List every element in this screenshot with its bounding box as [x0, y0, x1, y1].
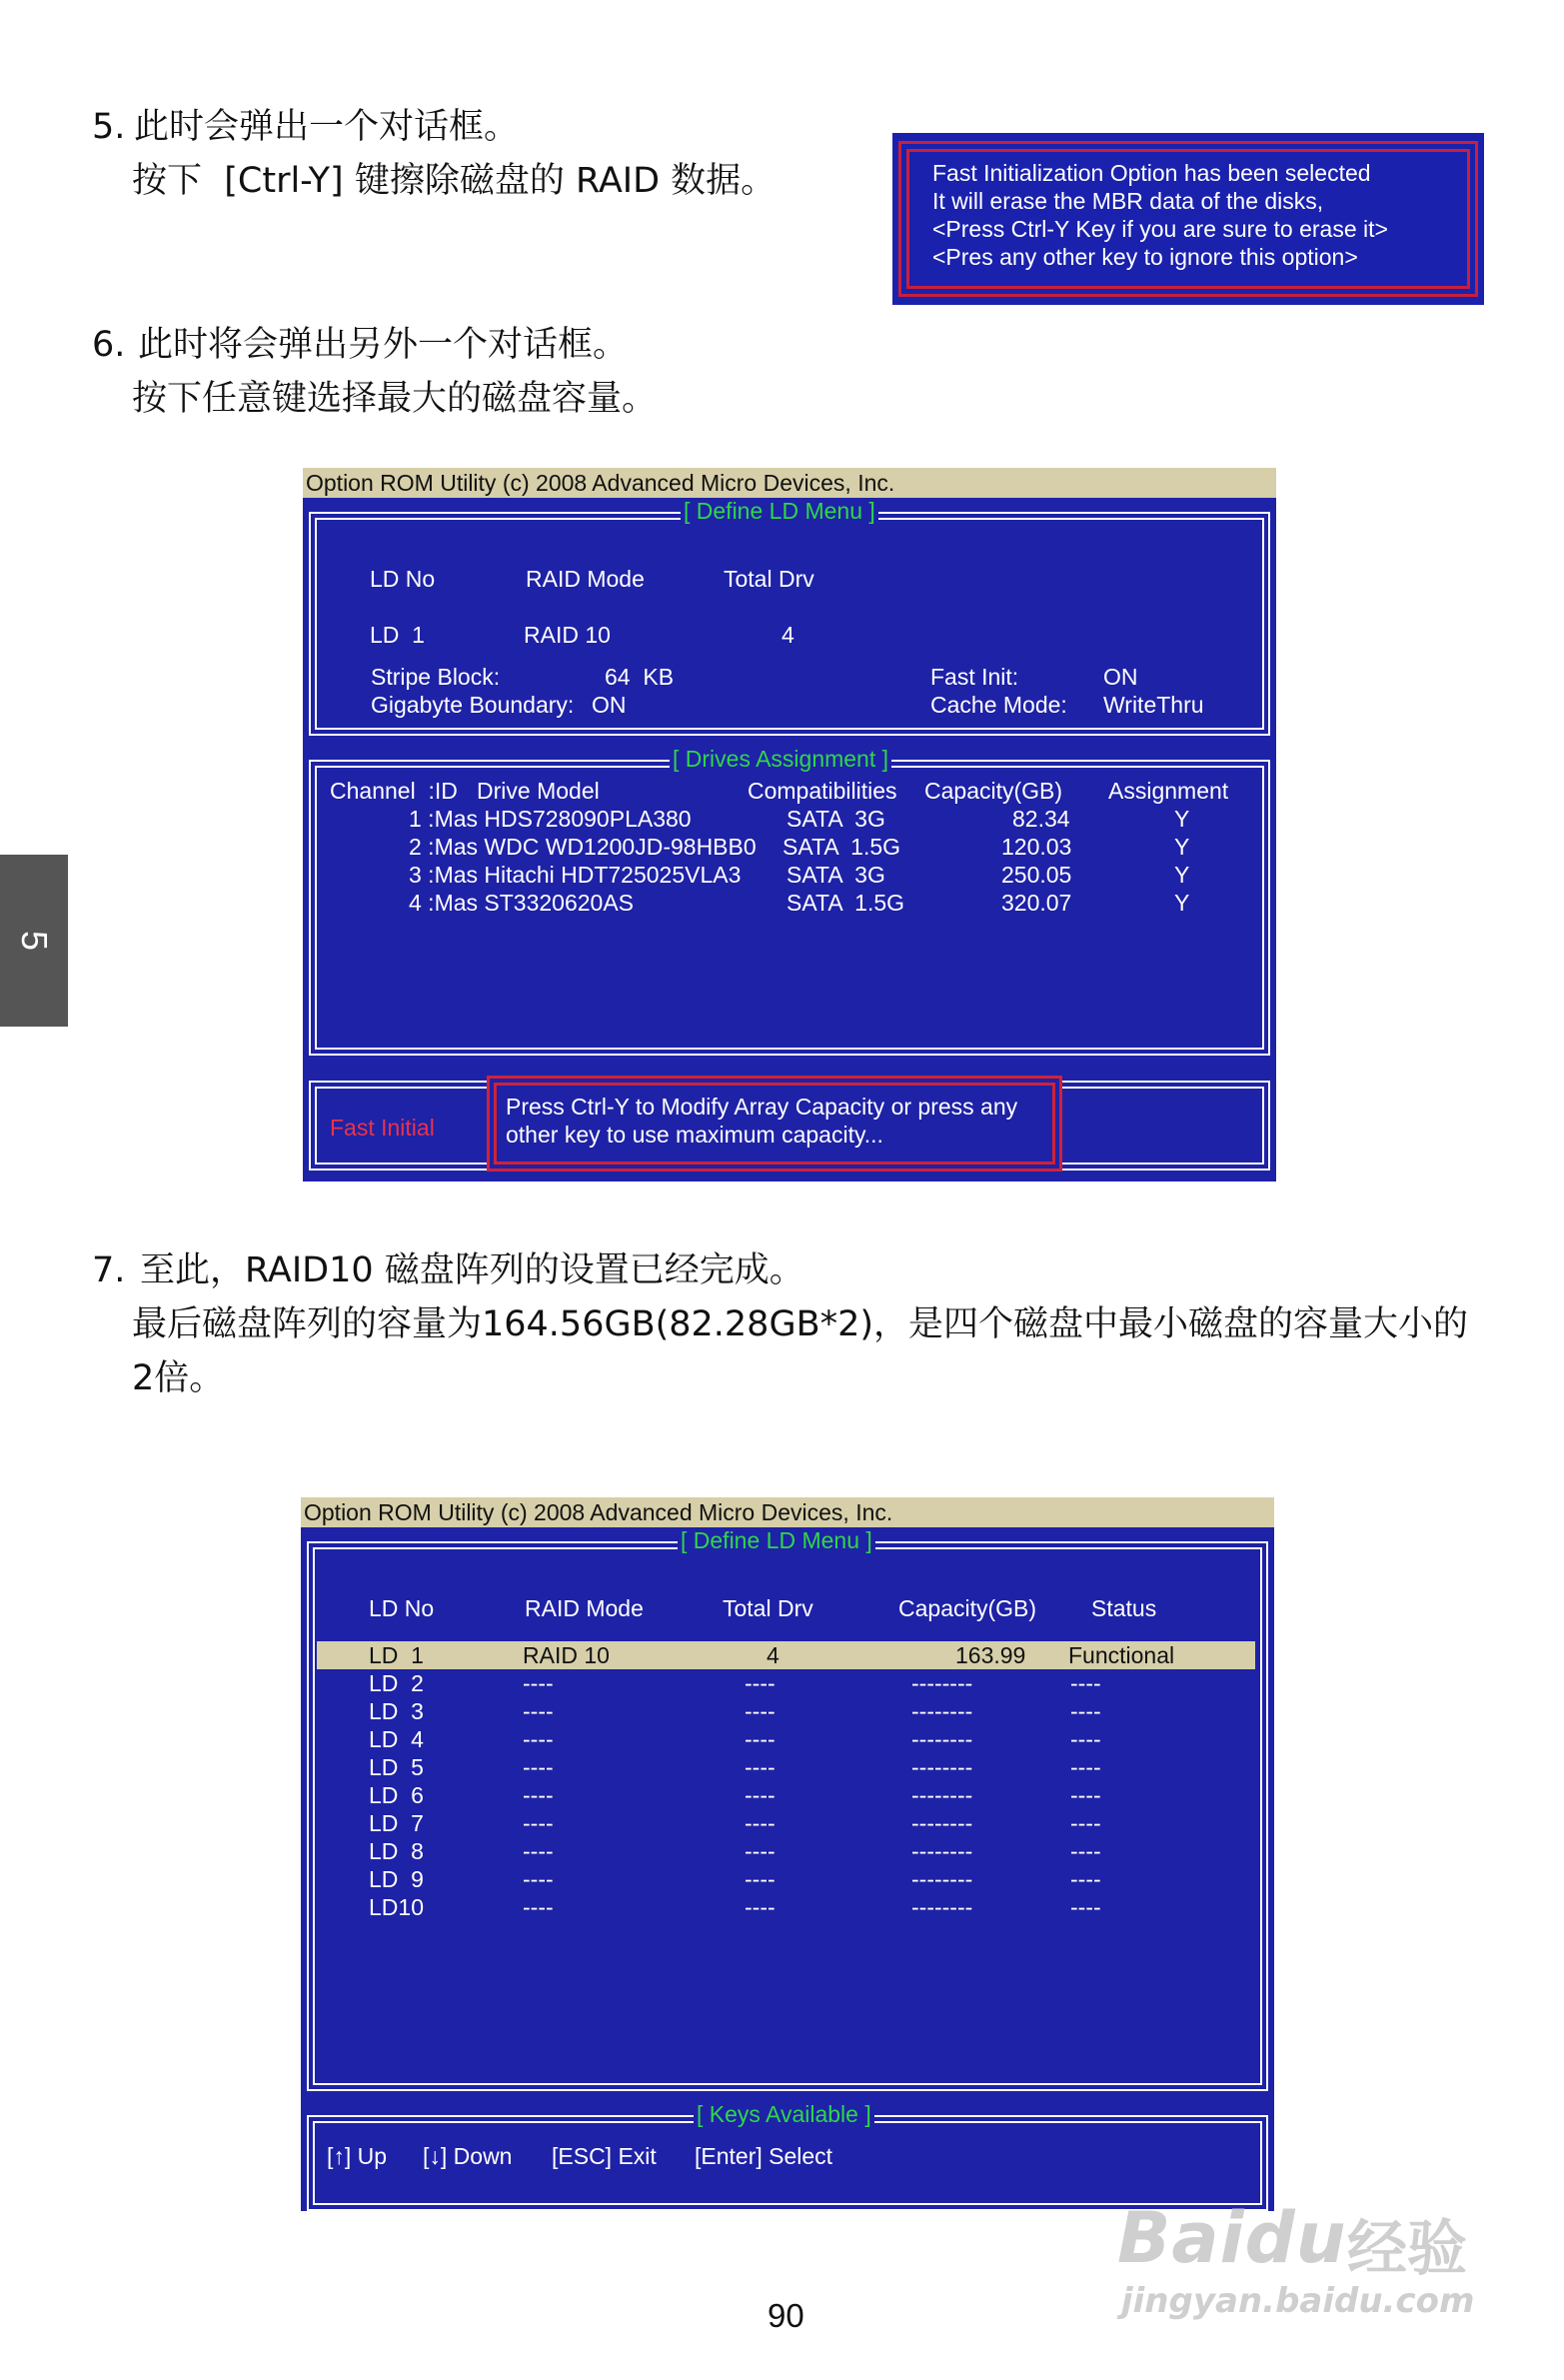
drive-row-2-capacity: 120.03 — [1001, 834, 1072, 860]
drive-row-1-model: 1 :Mas HDS728090PLA380 — [409, 806, 692, 832]
ld-row-9-status: ---- — [1070, 1866, 1101, 1892]
hdr-raid-mode: RAID Mode — [526, 566, 645, 592]
ld-row-2-status: ---- — [1070, 1670, 1101, 1696]
ld-row-6-status: ---- — [1070, 1782, 1101, 1808]
drive-row-3-model: 3 :Mas Hitachi HDT725025VLA3 — [409, 862, 742, 888]
ld-no-value: LD 1 — [370, 622, 425, 648]
ld-row-10-raid-mode: ---- — [523, 1894, 554, 1920]
step6-line2: 按下任意键选择最大的磁盘容量。 — [132, 379, 658, 419]
step6-line1: 此时将会弹出另外一个对话框。 — [138, 325, 629, 365]
ld-row-8-status: ---- — [1070, 1838, 1101, 1864]
ld-row-7-total-drv: ---- — [745, 1810, 776, 1836]
ld-row-1-total-drv: 4 — [767, 1642, 780, 1668]
ld-row-8-ld-no: LD 8 — [369, 1838, 424, 1864]
ld-row-9-raid-mode: ---- — [523, 1866, 554, 1892]
drive-row-2-assign: Y — [1174, 834, 1190, 860]
ld-row-2-raid-mode: ---- — [523, 1670, 554, 1696]
ld-row-8-raid-mode: ---- — [523, 1838, 554, 1864]
ld-row-3-total-drv: ---- — [745, 1698, 776, 1724]
raid-mode-value: RAID 10 — [524, 622, 611, 648]
ld-row-5-ld-no: LD 5 — [369, 1754, 424, 1780]
hdr-status-2: Status — [1091, 1595, 1157, 1621]
gigabyte-boundary-label: Gigabyte Boundary: — [371, 692, 575, 718]
ld-row-2-total-drv: ---- — [745, 1670, 776, 1696]
ld-row-4-raid-mode: ---- — [523, 1726, 554, 1752]
step6-number: 6. — [92, 325, 126, 365]
drv-hdr-capacity: Capacity(GB) — [924, 778, 1063, 804]
step5-line2: 按下 [Ctrl-Y] 键擦除磁盘的 RAID 数据。 — [132, 161, 777, 201]
key-esc-exit: [ESC] Exit — [552, 2143, 657, 2169]
drive-row-3-capacity: 250.05 — [1001, 862, 1072, 888]
ld-row-8-capacity: -------- — [911, 1838, 973, 1864]
ld-row-4-total-drv: ---- — [745, 1726, 776, 1752]
ld-row-1-raid-mode: RAID 10 — [523, 1642, 610, 1668]
ld-row-4-ld-no: LD 4 — [369, 1726, 424, 1752]
drive-row-1-compat: SATA 3G — [786, 806, 885, 832]
ld-row-5-total-drv: ---- — [745, 1754, 776, 1780]
ld-row-3-status: ---- — [1070, 1698, 1101, 1724]
step5-line1: 此时会弹出一个对话框。 — [134, 107, 520, 147]
ld-row-1-capacity: 163.99 — [955, 1642, 1026, 1668]
dialog-line-3: <Press Ctrl-Y Key if you are sure to erase it> — [932, 216, 1388, 242]
hdr-raid-mode-2: RAID Mode — [525, 1595, 644, 1621]
ld-row-5-status: ---- — [1070, 1754, 1101, 1780]
fast-initial-label: Fast Initial — [330, 1115, 435, 1141]
step5-number: 5. — [92, 107, 126, 147]
define-ld-screen-1 — [303, 468, 1276, 1182]
ld-row-4-capacity: -------- — [911, 1726, 973, 1752]
stripe-block-label: Stripe Block: — [371, 664, 501, 690]
ld-row-10-capacity: -------- — [911, 1894, 973, 1920]
ld-row-6-capacity: -------- — [911, 1782, 973, 1808]
ld-row-8-total-drv: ---- — [745, 1838, 776, 1864]
gigabyte-boundary-value: ON — [592, 692, 627, 718]
ld-row-7-capacity: -------- — [911, 1810, 973, 1836]
step7-line1: 至此，RAID10 磁盘阵列的设置已经完成。 — [140, 1250, 804, 1290]
keys-available-label: [ Keys Available ] — [694, 2101, 874, 2127]
dialog-line-1: Fast Initialization Option has been selected — [932, 160, 1371, 186]
hdr-ld-no: LD No — [370, 566, 436, 592]
watermark-brand: Baidu — [1117, 2197, 1347, 2279]
ld-row-5-raid-mode: ---- — [523, 1754, 554, 1780]
drive-row-1-assign: Y — [1174, 806, 1190, 832]
bios-title: Option ROM Utility (c) 2008 Advanced Micro Devices, Inc. — [303, 468, 1276, 498]
chapter-tab — [0, 855, 68, 1027]
drive-row-2-compat: SATA 1.5G — [782, 834, 901, 860]
step7-line2: 最后磁盘阵列的容量为164.56GB(82.28GB*2)，是四个磁盘中最小磁盘的容量大小的 — [132, 1304, 1469, 1344]
ld-row-2-ld-no: LD 2 — [369, 1670, 424, 1696]
hdr-ld-no-2: LD No — [369, 1595, 435, 1621]
drive-row-4-model: 4 :Mas ST3320620AS — [409, 890, 635, 916]
key-enter-select: [Enter] Select — [695, 2143, 833, 2169]
dialog-line-4: <Pres any other key to ignore this option> — [932, 244, 1358, 270]
chapter-number: 5 — [14, 930, 55, 952]
ld-row-10-ld-no: LD10 — [369, 1894, 424, 1920]
drive-row-2-model: 2 :Mas WDC WD1200JD-98HBB0 — [409, 834, 757, 860]
ld-row-6-ld-no: LD 6 — [369, 1782, 424, 1808]
key-down: [↓] Down — [423, 2143, 513, 2169]
ld-row-7-ld-no: LD 7 — [369, 1810, 424, 1836]
cache-mode-value: WriteThru — [1103, 692, 1204, 718]
drive-row-4-compat: SATA 1.5G — [786, 890, 905, 916]
drv-hdr-assignment: Assignment — [1108, 778, 1229, 804]
ld-row-9-total-drv: ---- — [745, 1866, 776, 1892]
ld-row-1-ld-no: LD 1 — [369, 1642, 424, 1668]
ld-row-10-total-drv: ---- — [745, 1894, 776, 1920]
ld-row-2-capacity: -------- — [911, 1670, 973, 1696]
fast-init-value: ON — [1103, 664, 1138, 690]
drive-row-3-assign: Y — [1174, 862, 1190, 888]
key-up: [↑] Up — [327, 2143, 388, 2169]
ld-row-7-status: ---- — [1070, 1810, 1101, 1836]
total-drv-value: 4 — [782, 622, 794, 648]
hdr-total-drv-2: Total Drv — [723, 1595, 813, 1621]
drive-row-4-capacity: 320.07 — [1001, 890, 1072, 916]
ld-row-6-total-drv: ---- — [745, 1782, 776, 1808]
step7-number: 7. — [92, 1250, 126, 1290]
cache-mode-label: Cache Mode: — [930, 692, 1067, 718]
define-ld-screen-2 — [301, 1497, 1274, 2211]
drive-row-1-capacity: 82.34 — [1012, 806, 1070, 832]
drv-hdr-channel: Channel :ID Drive Model — [330, 778, 600, 804]
bios-title-2: Option ROM Utility (c) 2008 Advanced Micro Devices, Inc. — [301, 1497, 1274, 1527]
hdr-total-drv: Total Drv — [724, 566, 814, 592]
define-ld-list-panel — [307, 1541, 1268, 2091]
dialog-line-2: It will erase the MBR data of the disks, — [932, 188, 1324, 214]
ld-row-7-raid-mode: ---- — [523, 1810, 554, 1836]
prompt-line-2: other key to use maximum capacity... — [506, 1122, 883, 1148]
drives-assignment-label: [ Drives Assignment ] — [670, 746, 891, 772]
watermark-url: jingyan.baidu.com — [1121, 2281, 1475, 2321]
drv-hdr-compat: Compatibilities — [748, 778, 897, 804]
stripe-block-value: 64 KB — [605, 664, 675, 690]
drive-row-4-assign: Y — [1174, 890, 1190, 916]
watermark-cn: 经验 — [1347, 2214, 1467, 2284]
hdr-capacity-2: Capacity(GB) — [898, 1595, 1037, 1621]
ld-row-3-ld-no: LD 3 — [369, 1698, 424, 1724]
fast-init-label: Fast Init: — [930, 664, 1019, 690]
ld-row-3-capacity: -------- — [911, 1698, 973, 1724]
ld-row-10-status: ---- — [1070, 1894, 1101, 1920]
ld-row-5-capacity: -------- — [911, 1754, 973, 1780]
ld-row-3-raid-mode: ---- — [523, 1698, 554, 1724]
page-number: 90 — [768, 2297, 804, 2334]
ld-row-6-raid-mode: ---- — [523, 1782, 554, 1808]
define-ld-label-2: [ Define LD Menu ] — [678, 1527, 875, 1553]
define-ld-label: [ Define LD Menu ] — [681, 498, 878, 524]
ld-row-9-ld-no: LD 9 — [369, 1866, 424, 1892]
ld-row-1-status: Functional — [1068, 1642, 1175, 1668]
ld-row-9-capacity: -------- — [911, 1866, 973, 1892]
step7-line3: 2倍。 — [132, 1358, 225, 1398]
drive-row-3-compat: SATA 3G — [786, 862, 885, 888]
ld-row-4-status: ---- — [1070, 1726, 1101, 1752]
fast-init-dialog — [892, 133, 1484, 305]
prompt-line-1: Press Ctrl-Y to Modify Array Capacity or press any — [506, 1094, 1018, 1120]
